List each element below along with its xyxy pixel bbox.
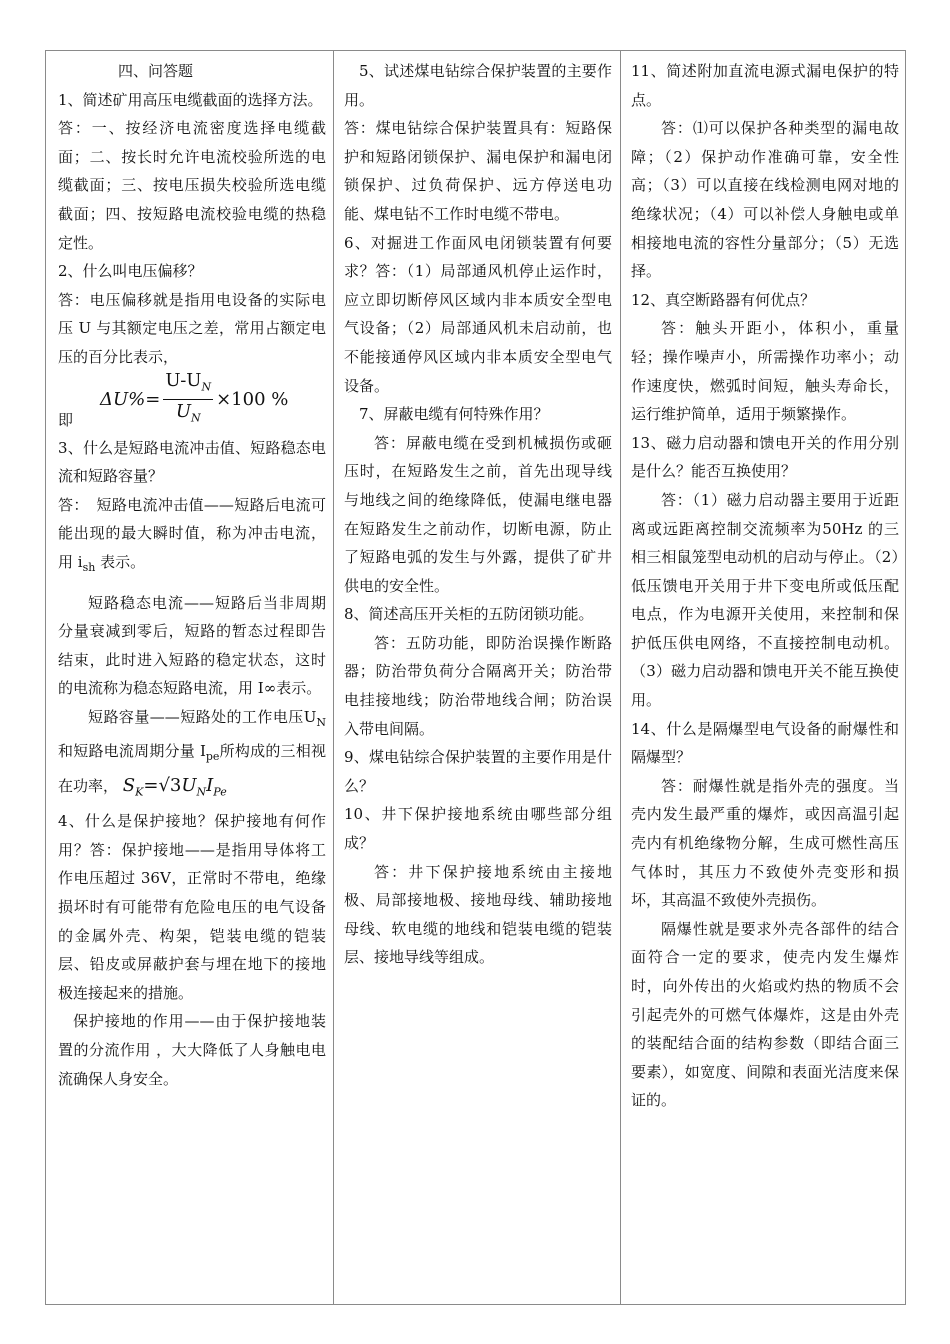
question-11: 11、简述附加直流电源式漏电保护的特点。 xyxy=(631,62,899,109)
sk-s-sub: K xyxy=(135,785,144,799)
capacity-u-sub: N xyxy=(316,715,326,729)
answer-3-impulse-tail: 表示。 xyxy=(95,552,146,571)
answer-10: 答：井下保护接地系统由主接地极、局部接地极、接地母线、辅助接地母线、软电缆的地线和铠装电缆的铠装层、接地导线等组成。 xyxy=(344,862,612,967)
formula-prefix: 即 xyxy=(58,410,74,429)
answer-3-impulse xyxy=(58,491,326,583)
question-4: 4、什么是保护接地？保护接地有何作用？答：保护接地——是指用导体将工作电压超过 36V，正常时不带电，绝缘损坏时有可能带有危险电压的电气设备的金属外壳、构架，铠装电缆的铠装层、铅皮或屏蔽护套与埋在地下的接地极连接起来的措施。 xyxy=(58,812,326,1002)
answer-3-impulse-text: 答： 短路电流冲击值——短路后电流可能出现的最大瞬时值，称为冲击电流，用 i xyxy=(58,495,326,571)
answer-3-capacity xyxy=(58,703,326,807)
answer-7: 答：屏蔽电缆在受到机械损伤或砸压时，在短路发生之前，首先出现导线与地线之间的绝缘降低，使漏电继电器在短路发生之前动作，切断电源，防止了短路电弧的发生与外露，提供了矿井供电的安全性。 xyxy=(344,433,612,595)
capacity-tail: 所构成的三相视在功率， xyxy=(58,742,326,796)
answer-11: 答：⑴可以保护各种类型的漏电故障；（2）保护动作准确可靠，安全性高；（3）可以直接在线检测电网对地的绝缘状况；（4）可以补偿人身触电或单相接地电流的容性分量部分；（5）无选择。 xyxy=(631,119,899,281)
sk-formula xyxy=(122,775,227,799)
ish-sub: sh xyxy=(82,560,96,574)
question-1: 1、简述矿用高压电缆截面的选择方法。 xyxy=(58,90,323,109)
question-14: 14、什么是隔爆型电气设备的耐爆性和隔爆型？ xyxy=(631,719,899,767)
denominator-text: U xyxy=(175,401,191,423)
capacity-pre: 短路容量——短路处的工作电压 xyxy=(88,707,304,726)
section-heading: 四、问答题 xyxy=(118,62,194,80)
formula-tail: ×100 % xyxy=(216,389,289,411)
answer-14-flameproof: 隔爆性就是要求外壳各部件的结合面符合一定的要求，使壳内发生爆炸时，向外传出的火焰或灼热的物质不会引起壳外的可燃气体爆炸，这是由外壳的装配结合面的结构参数（即结合面三要素），如宽度、间隙和表面光洁度来保证的。 xyxy=(631,919,899,1110)
formula-numerator xyxy=(163,370,213,400)
capacity-mid: 和短路电流周期分量 I xyxy=(58,742,206,761)
formula-expression xyxy=(100,370,289,428)
capacity-u: U xyxy=(303,707,317,726)
sk-i-sub: Pe xyxy=(213,785,227,799)
column-3 xyxy=(631,57,899,1115)
capacity-i-sub: pe xyxy=(205,750,220,764)
denominator-sub: N xyxy=(191,411,201,425)
question-7: 7、屏蔽电缆有何特殊作用？ xyxy=(359,405,549,424)
answer-14-explosion-resistance: 答：耐爆性就是指外壳的强度。当壳内发生最严重的爆炸，或因高温引起壳内有机绝缘物分解，生成可燃性高压气体时，其压力不致使外壳变形和损坏，其高温不致使外壳损伤。 xyxy=(631,776,899,910)
numerator-sub: N xyxy=(201,381,212,395)
question-9: 9、煤电钻综合保护装置的主要作用是什么？ xyxy=(344,748,612,795)
answer-8: 答：五防功能，即防治误操作断路器；防治带负荷分合隔离开关；防治带电挂接地线；防治带地线合闸；防治误入带电间隔。 xyxy=(344,633,612,738)
column-divider xyxy=(620,51,621,1304)
answer-2: 答：电压偏移就是指用电设备的实际电压 U 与其额定电压之差，常用占额定电压的百分比表示， xyxy=(58,290,326,366)
question-2: 2、什么叫电压偏移？ xyxy=(58,262,203,281)
answer-5: 答：煤电钻综合保护装置具有：短路保护和短路闭锁保护、漏电保护和漏电闭锁保护、过负荷保护、远方停送电功能、煤电钻不工作时电缆不带电。 xyxy=(344,119,612,223)
formula-denominator xyxy=(176,400,201,431)
question-6: 6、对掘进工作面风电闭锁装置有何要求？答：（1）局部通风机停止运作时，应立即切断停风区域内非本质安全型电气设备；（2）局部通风机未启动前，也不能接通停风区域内非本质安全型电气设备。 xyxy=(344,233,612,395)
numerator-text: U-U xyxy=(165,370,202,392)
answer-4-function: 保护接地的作用——由于保护接地装置的分流作用 ，大大降低了人身触电电流确保人身安全。 xyxy=(58,1012,326,1088)
qa-table xyxy=(45,50,906,1305)
answer-3-steady: 短路稳态电流——短路后当非周期分量衰减到零后，短路的暂态过程即告结束，此时进入短路的稳定状态，这时的电流称为稳态短路电流，用 I∞表示。 xyxy=(58,593,326,698)
sk-eq: =√3 xyxy=(143,775,182,797)
question-13: 13、磁力启动器和馈电开关的作用分别是什么？能否互换使用？ xyxy=(631,433,899,481)
answer-13: 答：（1）磁力启动器主要用于近距离或远距离控制交流频率为50Hz 的三相三相鼠笼型电动机的启动与停止。（2）低压馈电开关用于井下变电所或低压配电点，作为电源开关使用，来控制和保护低压供电网络，不直接控制电动机。（3）磁力启动器和馈电开关不能互换使用。 xyxy=(631,490,899,710)
formula-fraction xyxy=(163,370,213,430)
question-8: 8、简述高压开关柜的五防闭锁功能。 xyxy=(344,605,594,624)
column-1 xyxy=(58,57,326,1093)
sk-i: I xyxy=(206,775,214,797)
sk-u-sub: N xyxy=(196,785,207,799)
question-12: 12、真空断路器有何优点？ xyxy=(631,290,816,309)
question-3: 3、什么是短路电流冲击值、短路稳态电流和短路容量？ xyxy=(58,438,326,486)
formula-lhs: ΔU%= xyxy=(100,389,161,411)
sk-s: S xyxy=(122,775,136,797)
column-divider xyxy=(333,51,334,1304)
question-5: 5、试述煤电钻综合保护装置的主要作用。 xyxy=(344,62,612,109)
voltage-deviation-formula xyxy=(58,372,326,434)
question-10: 10、井下保护接地系统由哪些部分组成？ xyxy=(344,805,612,853)
answer-12: 答：触头开距小，体积小，重量轻；操作噪声小，所需操作功率小；动作速度快，燃弧时间短，触头寿命长，运行维护简单，适用于频繁操作。 xyxy=(631,319,899,424)
column-2 xyxy=(344,57,612,972)
sk-u: U xyxy=(181,775,197,797)
answer-1: 答：一、按经济电流密度选择电缆截面；二、按长时允许电流校验所选的电缆截面；三、按电压损失校验所选电缆截面；四、按短路电流校验电缆的热稳定性。 xyxy=(58,119,326,252)
